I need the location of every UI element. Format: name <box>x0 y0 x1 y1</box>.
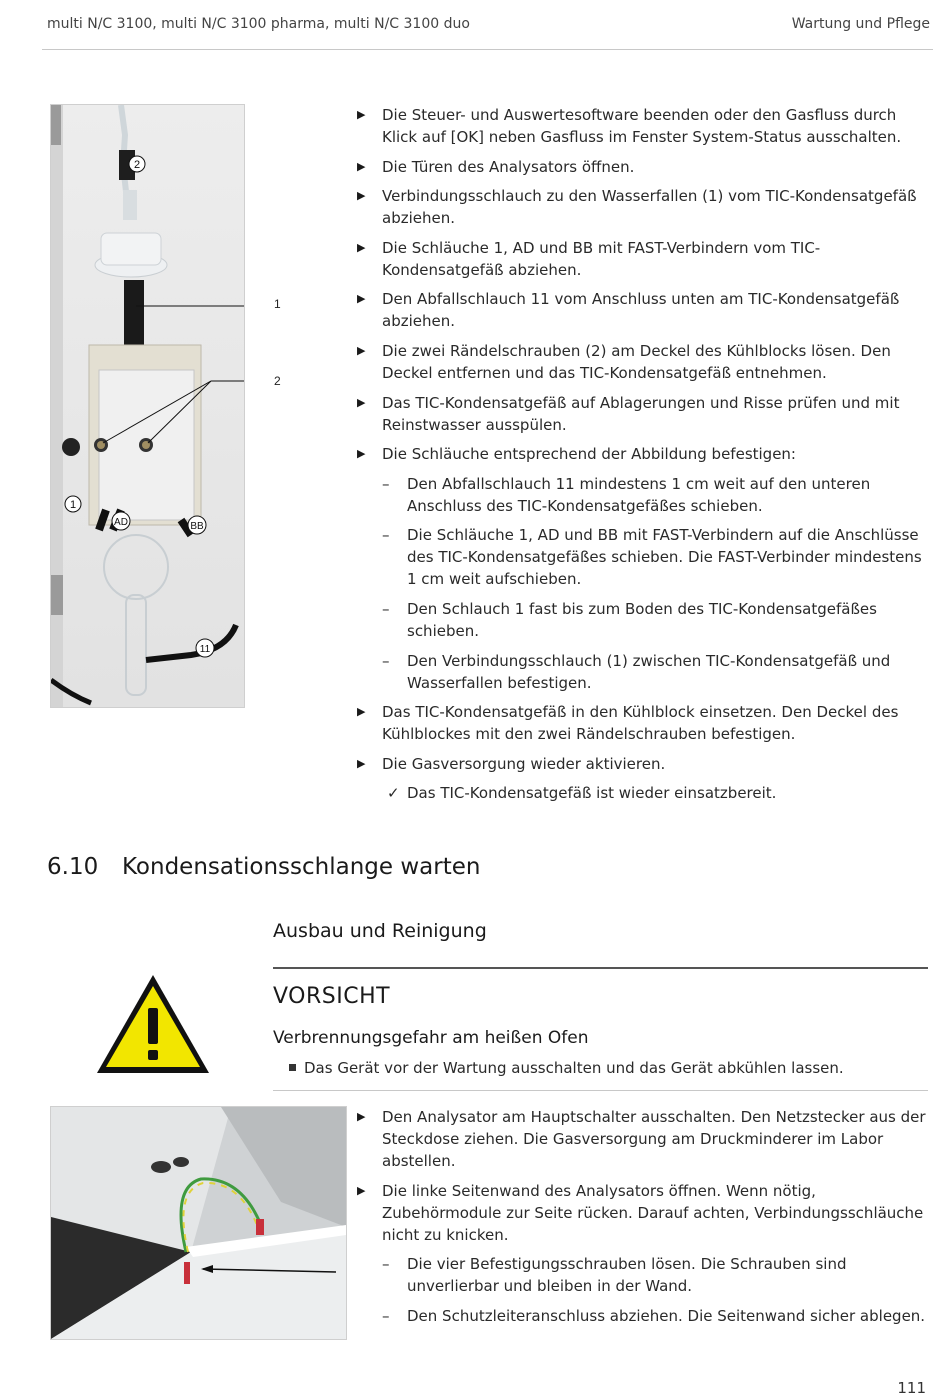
section-title: Kondensationsschlange warten <box>122 854 481 880</box>
sub-step: – Die Schläuche 1, AD und BB mit FAST-Verbindern auf die Anschlüsse des TIC-Kondensatgefäßes schieben. Die FAST-Verbinder mindestens 1 cm weit aufschieben. <box>382 526 922 589</box>
warning-signal-word: VORSICHT <box>273 984 391 1009</box>
procedure-steps-1 <box>357 104 927 812</box>
step: ▶ Die Türen des Analysators öffnen. <box>357 157 635 176</box>
callout-1: 1 <box>274 297 281 311</box>
step: ▶ Verbindungsschlauch zu den Wasserfallen (1) vom TIC-Kondensatgefäß abziehen. <box>357 187 917 228</box>
side-wall-photo <box>50 1106 347 1340</box>
check-icon: ✓ <box>387 784 400 803</box>
section-number: 6.10 <box>47 854 99 880</box>
step: ▶ Den Analysator am Hauptschalter ausschalten. Den Netzstecker aus der Steckdose ziehen. Die Gasversorgung am Druckminderer im Labor abstellen. <box>357 1108 926 1170</box>
section-heading <box>47 854 480 880</box>
callout-2: 2 <box>274 374 281 388</box>
square-bullet-icon <box>289 1064 296 1071</box>
step: ▶ Die Schläuche entsprechend der Abbildung befestigen: <box>357 445 796 464</box>
sub-step: – Den Verbindungsschlauch (1) zwischen TIC-Kondensatgefäß und Wasserfallen befestigen. <box>382 651 891 692</box>
sub-step: – Die vier Befestigungsschrauben lösen. Die Schrauben sind unverlierbar und bleiben in der Wand. <box>382 1255 847 1296</box>
procedure-steps-2 <box>357 1106 927 1334</box>
step: ▶ Die Schläuche 1, AD und BB mit FAST-Verbindern vom TIC-Kondensatgefäß abziehen. <box>357 238 821 279</box>
result-line: ✓ Das TIC-Kondensatgefäß ist wieder einsatzbereit. <box>387 784 777 803</box>
sub-step: – Den Abfallschlauch 11 mindestens 1 cm weit auf den unteren Anschluss des TIC-Kondensatgefäßes schieben. <box>382 474 871 515</box>
step: ▶ Die zwei Rändelschrauben (2) am Deckel des Kühlblocks lösen. Den Deckel entfernen und das TIC-Kondensatgefäß entnehmen. <box>357 341 891 382</box>
warning-hazard: Verbrennungsgefahr am heißen Ofen <box>273 1028 589 1048</box>
figure-label-2: 2 <box>133 159 141 171</box>
sub-step: – Den Schlauch 1 fast bis zum Boden des TIC-Kondensatgefäßes schieben. <box>382 599 877 640</box>
step: ▶ Das TIC-Kondensatgefäß auf Ablagerungen und Risse prüfen und mit Reinstwasser ausspülen. <box>357 393 900 434</box>
warning-item: Das Gerät vor der Wartung ausschalten und das Gerät abkühlen lassen. <box>289 1059 844 1077</box>
page-number: 111 <box>897 1379 926 1397</box>
step: ▶ Die Steuer- und Auswertesoftware beenden oder den Gasfluss durch Klick auf [OK] neben Gasfluss im Fenster System-Status ausschalten. <box>357 106 902 146</box>
subheading: Ausbau und Reinigung <box>273 920 487 942</box>
figure-label-11: 11 <box>199 644 211 655</box>
figure-label-bb: BB <box>190 521 204 532</box>
warning-bottom-rule <box>273 1090 928 1091</box>
figure-label-ad: AD <box>114 517 128 528</box>
sub-step: – Den Schutzleiteranschluss abziehen. Die Seitenwand sicher ablegen. <box>382 1306 926 1325</box>
condensate-vessel-photo <box>50 104 245 708</box>
step: ▶ Die Gasversorgung wieder aktivieren. <box>357 754 666 773</box>
warning-top-rule <box>273 967 928 969</box>
running-header-left: multi N/C 3100, multi N/C 3100 pharma, multi N/C 3100 duo <box>47 16 470 32</box>
step: ▶ Das TIC-Kondensatgefäß in den Kühlblock einsetzen. Den Deckel des Kühlblockes mit den zwei Rändelschrauben befestigen. <box>357 703 899 744</box>
warning-triangle-icon <box>94 972 212 1076</box>
running-header-right: Wartung und Pflege <box>791 16 930 32</box>
step: ▶ Den Abfallschlauch 11 vom Anschluss unten am TIC-Kondensatgefäß abziehen. <box>357 290 900 331</box>
header-rule <box>42 49 933 50</box>
figure-label-1: 1 <box>69 499 77 511</box>
step: ▶ Die linke Seitenwand des Analysators öffnen. Wenn nötig, Zubehörmodule zur Seite rücken. Darauf achten, Verbindungsschläuche nicht zu knicken. <box>357 1181 924 1244</box>
